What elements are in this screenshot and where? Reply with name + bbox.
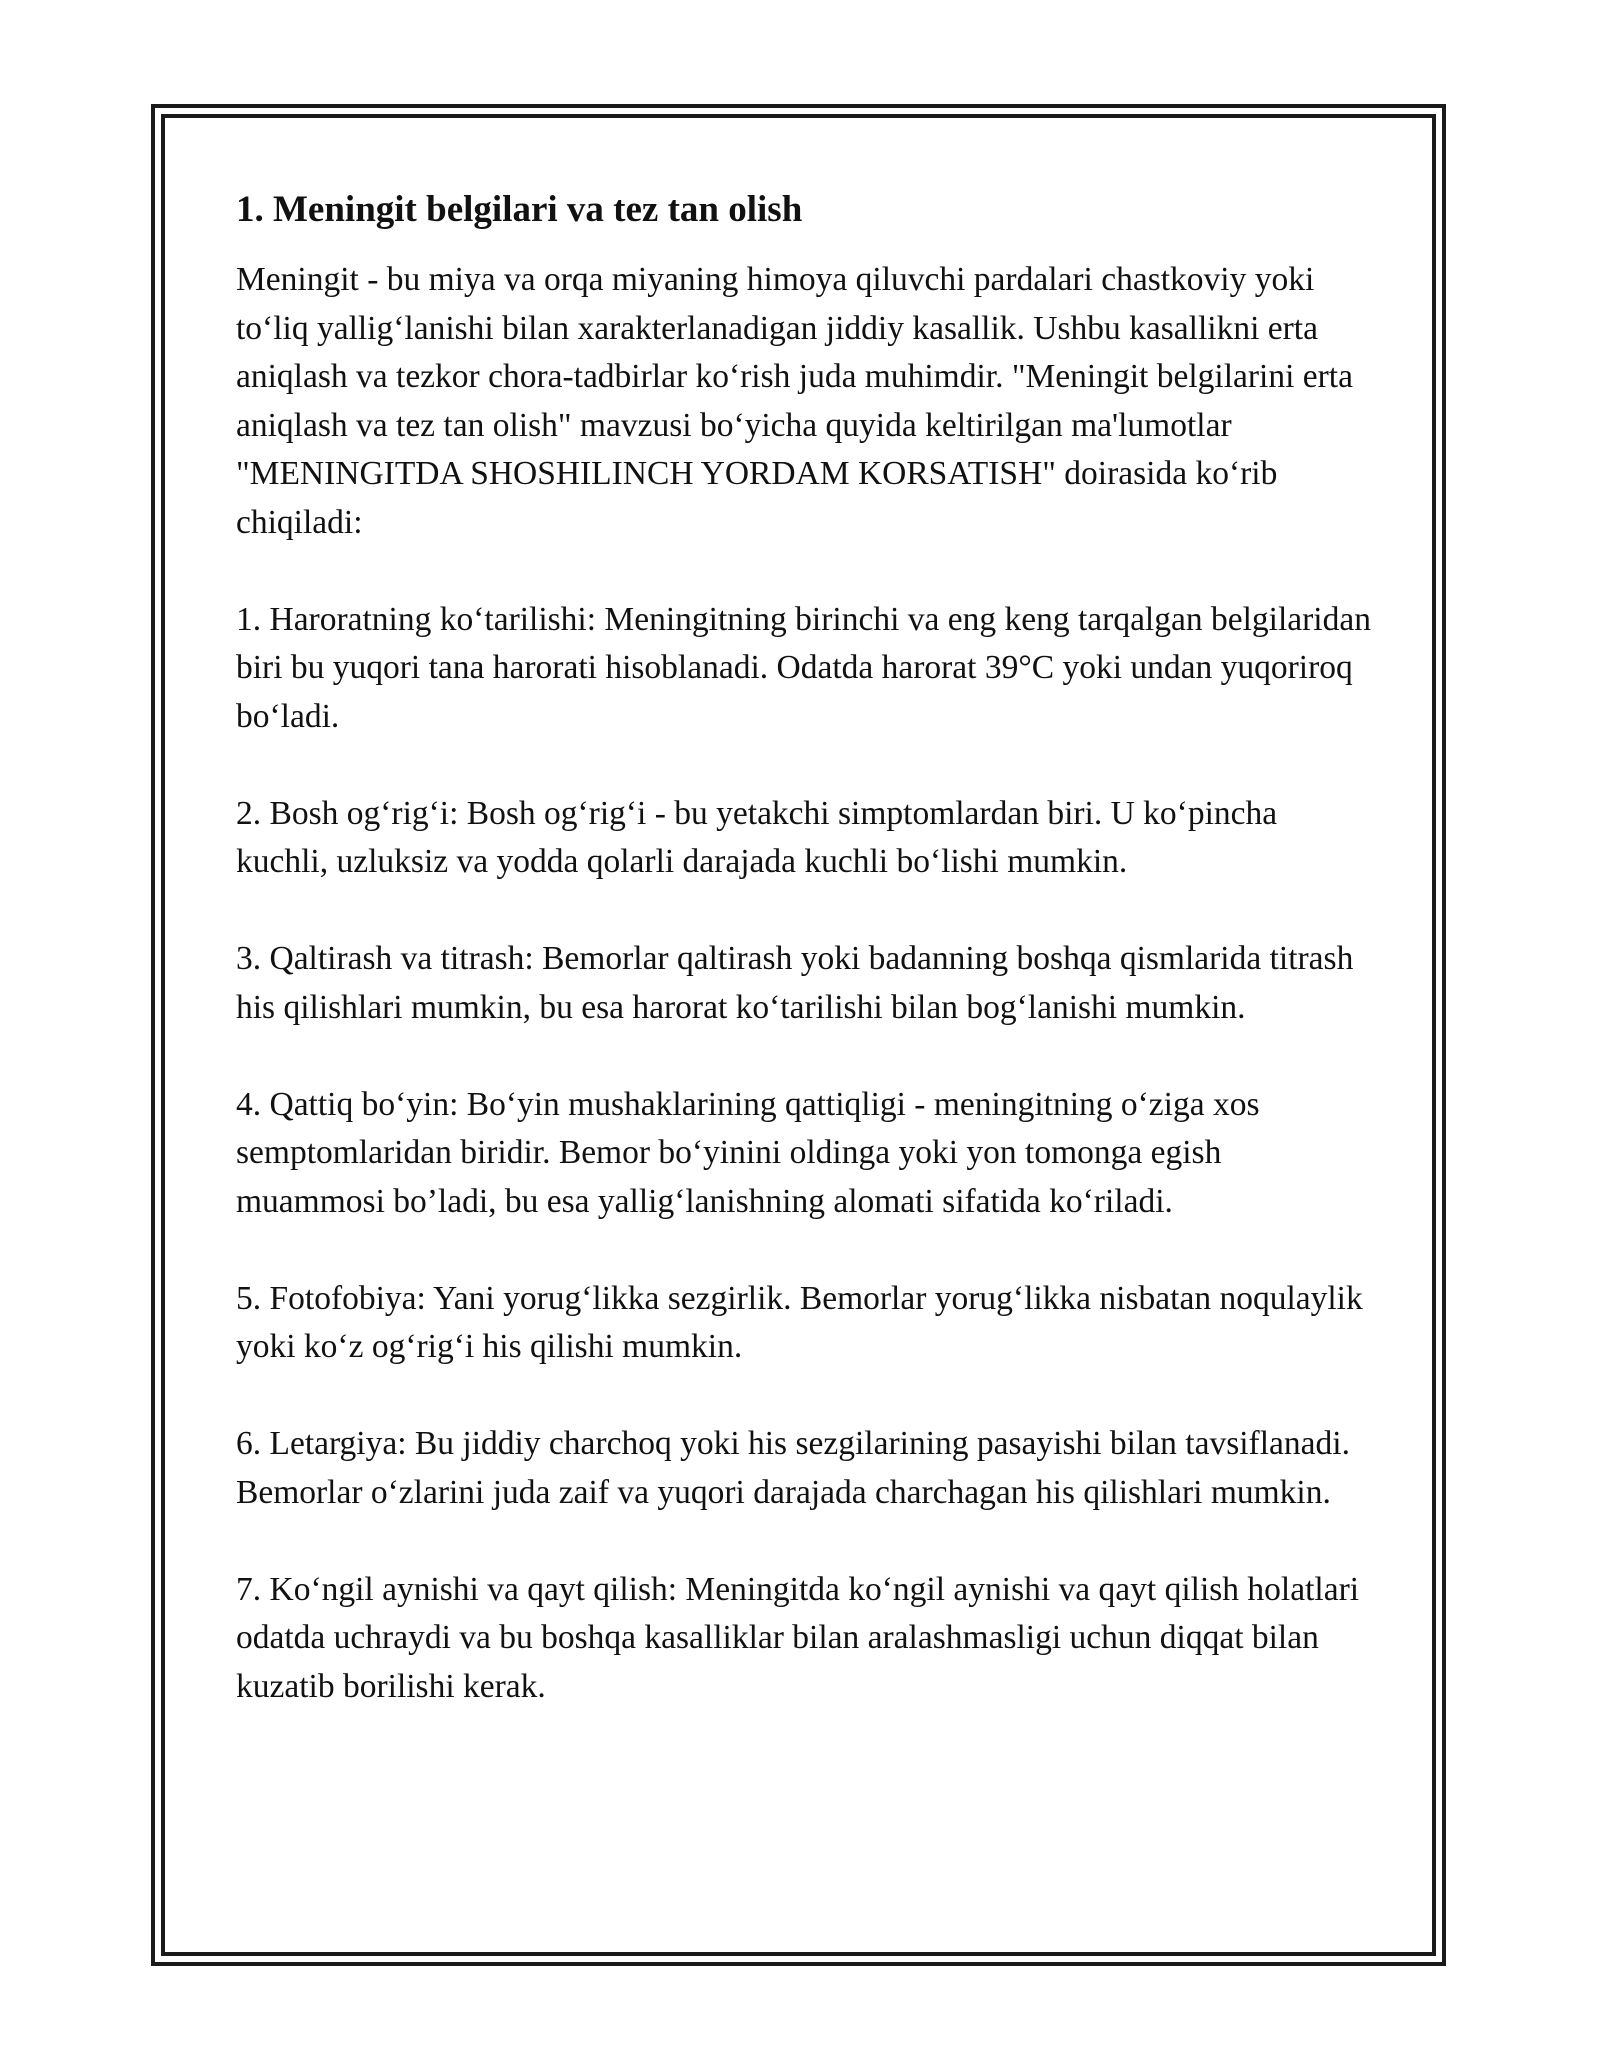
intro-paragraph: Meningit - bu miya va orqa miyaning himoya qiluvchi pardalari chastkoviy yoki to‘liq yallig‘lanishi bilan xarakterlanadigan jiddiy kasallik. Ushbu kasallikni erta aniqlash va tezkor chora-tadbirlar ko‘rish juda muhimdir. "Meningit belgilarini erta aniqlash va tez tan olish" mavzusi bo‘yicha quyida keltirilgan ma'lumotlar "MENINGITDA SHOSHILINCH YORDAM KORSATISH" doirasida ko‘rib chiqiladi: — [236, 261, 1353, 541]
symptom-fever-paragraph: 1. Haroratning ko‘tarilishi: Meningitning birinchi va eng keng tarqalgan belgilaridan biri bu yuqori tana harorati hisoblanadi. Odatda harorat 39°C yoki undan yuqoriroq bo‘ladi. — [236, 600, 1371, 735]
symptom-stiff-neck-paragraph: 4. Qattiq bo‘yin: Bo‘yin mushaklarining qattiqligi - meningitning o‘ziga xos semptomlaridan biridir. Bemor bo‘yinini oldinga yoki yon tomonga egish muammosi bo’ladi, bu esa yallig‘lanishning alomati sifatida ko‘riladi. — [236, 1085, 1260, 1220]
section-heading: 1. Meningit belgilari va tez tan olish — [236, 189, 803, 230]
symptom-chills-paragraph: 3. Qaltirash va titrash: Bemorlar qaltirash yoki badanning boshqa qismlarida titrash his qilishlari mumkin, bu esa harorat ko‘tarilishi bilan bog‘lanishi mumkin. — [236, 940, 1354, 1026]
symptom-photophobia-paragraph: 5. Fotofobiya: Yani yorug‘likka sezgirlik. Bemorlar yorug‘likka nisbatan noqulaylik yoki ko‘z og‘rig‘i his qilishi mumkin. — [236, 1279, 1363, 1365]
symptom-lethargy-paragraph: 6. Letargiya: Bu jiddiy charchoq yoki his sezgilarining pasayishi bilan tavsiflanadi. Bemorlar o‘zlarini juda zaif va yuqori darajada charchagan his qilishlari mumkin. — [236, 1425, 1350, 1511]
symptom-nausea-paragraph: 7. Ko‘ngil aynishi va qayt qilish: Meningitda ko‘ngil aynishi va qayt qilish holatlari odatda uchraydi va bu boshqa kasalliklar bilan aralashmasligi uchun diqqat bilan kuzatib borilishi kerak. — [236, 1570, 1360, 1705]
document-body — [236, 186, 1376, 1760]
symptom-headache-paragraph: 2. Bosh og‘rig‘i: Bosh og‘rig‘i - bu yetakchi simptomlardan biri. U ko‘pincha kuchli, uzluksiz va yodda qolarli darajada kuchli bo‘lishi mumkin. — [236, 794, 1278, 880]
